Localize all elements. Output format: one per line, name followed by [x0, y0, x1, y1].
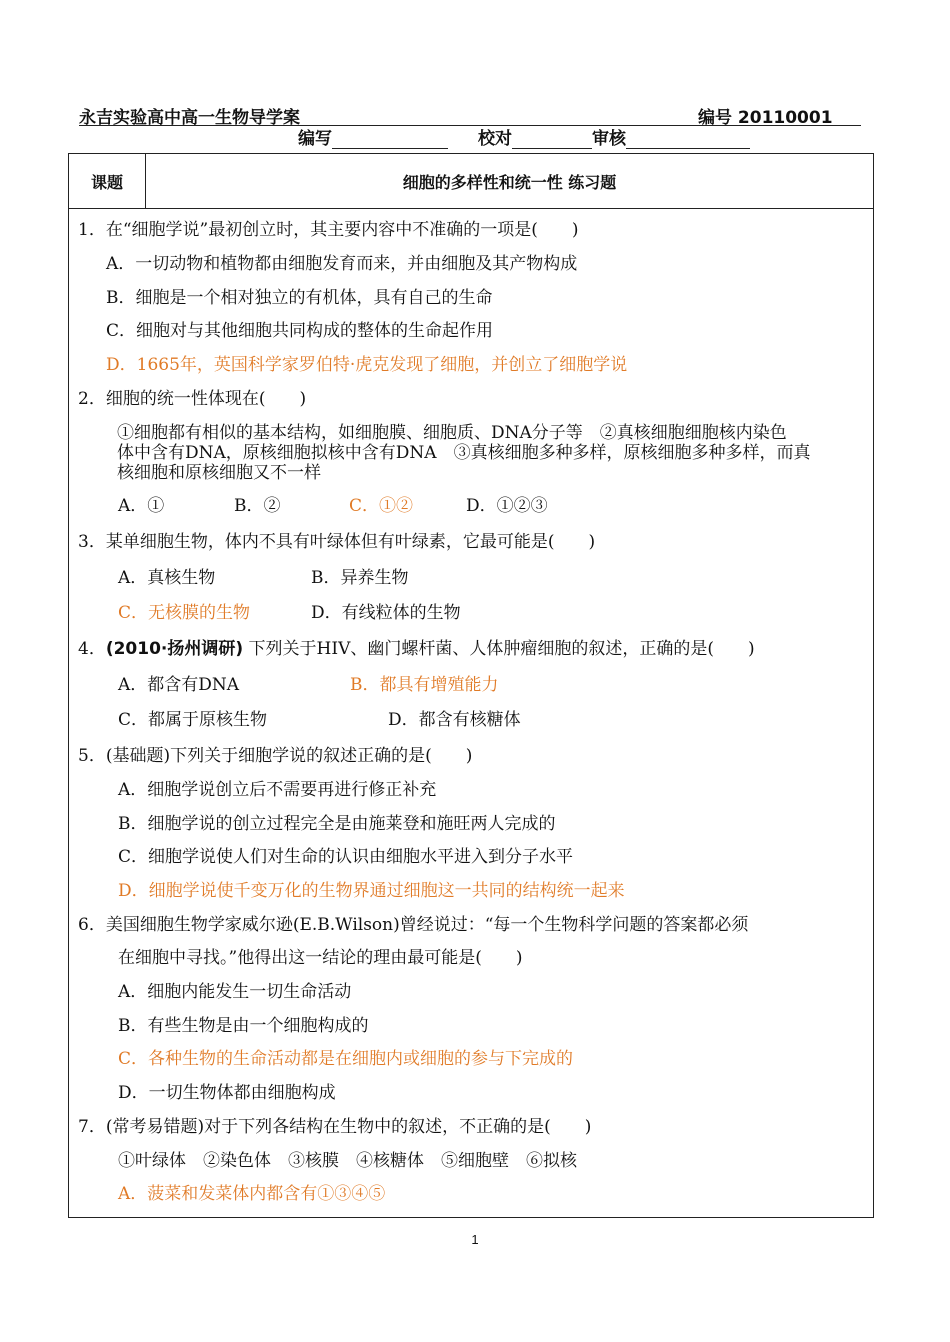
school-title: 永吉实验高中高一生物导学案 [79, 108, 300, 128]
q4-option-b-answer: B．都具有增殖能力 [350, 675, 499, 695]
serial-number: 编号 20110001 [698, 108, 833, 128]
q4-option-c: C．都属于原核生物 [118, 710, 268, 730]
q6-stem-line-1: 6．美国细胞生物学家威尔逊(E.B.Wilson)曾经说过：“每一个生物科学问题的答案都必须 [78, 915, 749, 935]
worksheet-table [68, 153, 874, 1218]
q2-option-a: A．① [118, 496, 165, 516]
q5-stem: 5．(基础题)下列关于细胞学说的叙述正确的是( ) [78, 746, 473, 766]
signature-row [298, 124, 750, 149]
q3-stem: 3．某单细胞生物，体内不具有叶绿体但有叶绿素，它最可能是( ) [78, 532, 596, 552]
q5-option-b: B．细胞学说的创立过程完全是由施莱登和施旺两人完成的 [118, 814, 556, 834]
title-row [69, 154, 873, 209]
writer-label: 编写 [298, 129, 332, 149]
q2-stem: 2．细胞的统一性体现在( ) [78, 389, 307, 409]
q1-option-b: B．细胞是一个相对独立的有机体，具有自己的生命 [106, 288, 493, 308]
q5-option-d-answer: D．细胞学说使千变万化的生物界通过细胞这一共同的结构统一起来 [118, 881, 625, 901]
q2-body-line-2: 体中含有DNA，原核细胞拟核中含有DNA ③真核细胞多种多样，原核细胞多种多样，而真 [117, 443, 811, 463]
q7-option-a-answer: A．菠菜和发菜体内都含有①③④⑤ [118, 1184, 386, 1204]
q4-stem [78, 638, 755, 660]
q4-number: 4． [78, 639, 106, 659]
topic-title: 细胞的多样性和统一性 练习题 [402, 172, 617, 192]
q3-option-a: A．真核生物 [118, 568, 216, 588]
q4-source-tag: (2010·扬州调研) [105, 639, 244, 659]
q6-option-d: D．一切生物体都由细胞构成 [118, 1083, 336, 1103]
q6-stem-line-2: 在细胞中寻找。”他得出这一结论的理由最可能是( ) [118, 948, 523, 968]
q3-option-d: D．有线粒体的生物 [311, 603, 461, 623]
q3-option-b: B．异养生物 [311, 568, 409, 588]
q5-option-c: C．细胞学说使人们对生命的认识由细胞水平进入到分子水平 [118, 847, 574, 867]
q1-option-a: A．一切动物和植物都由细胞发育而来，并由细胞及其产物构成 [106, 254, 578, 274]
document-header [79, 103, 861, 126]
reviewer-blank [626, 129, 750, 149]
topic-label: 课题 [69, 154, 146, 208]
page-number: 1 [471, 1232, 479, 1247]
q2-body-line-3: 核细胞和原核细胞又不一样 [117, 463, 321, 483]
q2-body-line-1: ①细胞都有相似的基本结构，如细胞膜、细胞质、DNA分子等 ②真核细胞细胞核内染色 [117, 423, 787, 443]
q4-option-a: A．都含有DNA [118, 675, 240, 695]
q6-option-a: A．细胞内能发生一切生命活动 [118, 982, 352, 1002]
q3-option-c-answer: C．无核膜的生物 [118, 603, 251, 623]
q7-structure-list: ①叶绿体 ②染色体 ③核膜 ④核糖体 ⑤细胞壁 ⑥拟核 [118, 1151, 577, 1171]
q1-stem: 1．在“细胞学说”最初创立时，其主要内容中不准确的一项是( ) [78, 220, 579, 240]
reviewer-label: 审核 [592, 129, 626, 149]
q1-option-d-answer: D．1665年，英国科学家罗伯特·虎克发现了细胞，并创立了细胞学说 [106, 355, 628, 375]
checker-blank [512, 129, 592, 149]
q7-stem: 7．(常考易错题)对于下列各结构在生物中的叙述，不正确的是( ) [78, 1117, 592, 1137]
writer-blank [332, 129, 448, 149]
q6-option-b: B．有些生物是由一个细胞构成的 [118, 1016, 369, 1036]
q1-option-c: C．细胞对与其他细胞共同构成的整体的生命起作用 [106, 321, 494, 341]
checker-label: 校对 [478, 129, 512, 149]
q5-option-a: A．细胞学说创立后不需要再进行修正补充 [118, 780, 437, 800]
q2-option-d: D．①②③ [466, 496, 548, 516]
q2-option-c-answer: C．①② [349, 496, 414, 516]
q2-option-b: B．② [234, 496, 281, 516]
q6-option-c-answer: C．各种生物的生命活动都是在细胞内或细胞的参与下完成的 [118, 1049, 574, 1069]
q4-stem-text: 下列关于HIV、幽门螺杆菌、人体肿瘤细胞的叙述，正确的是( ) [243, 639, 755, 659]
q4-option-d: D．都含有核糖体 [388, 710, 521, 730]
